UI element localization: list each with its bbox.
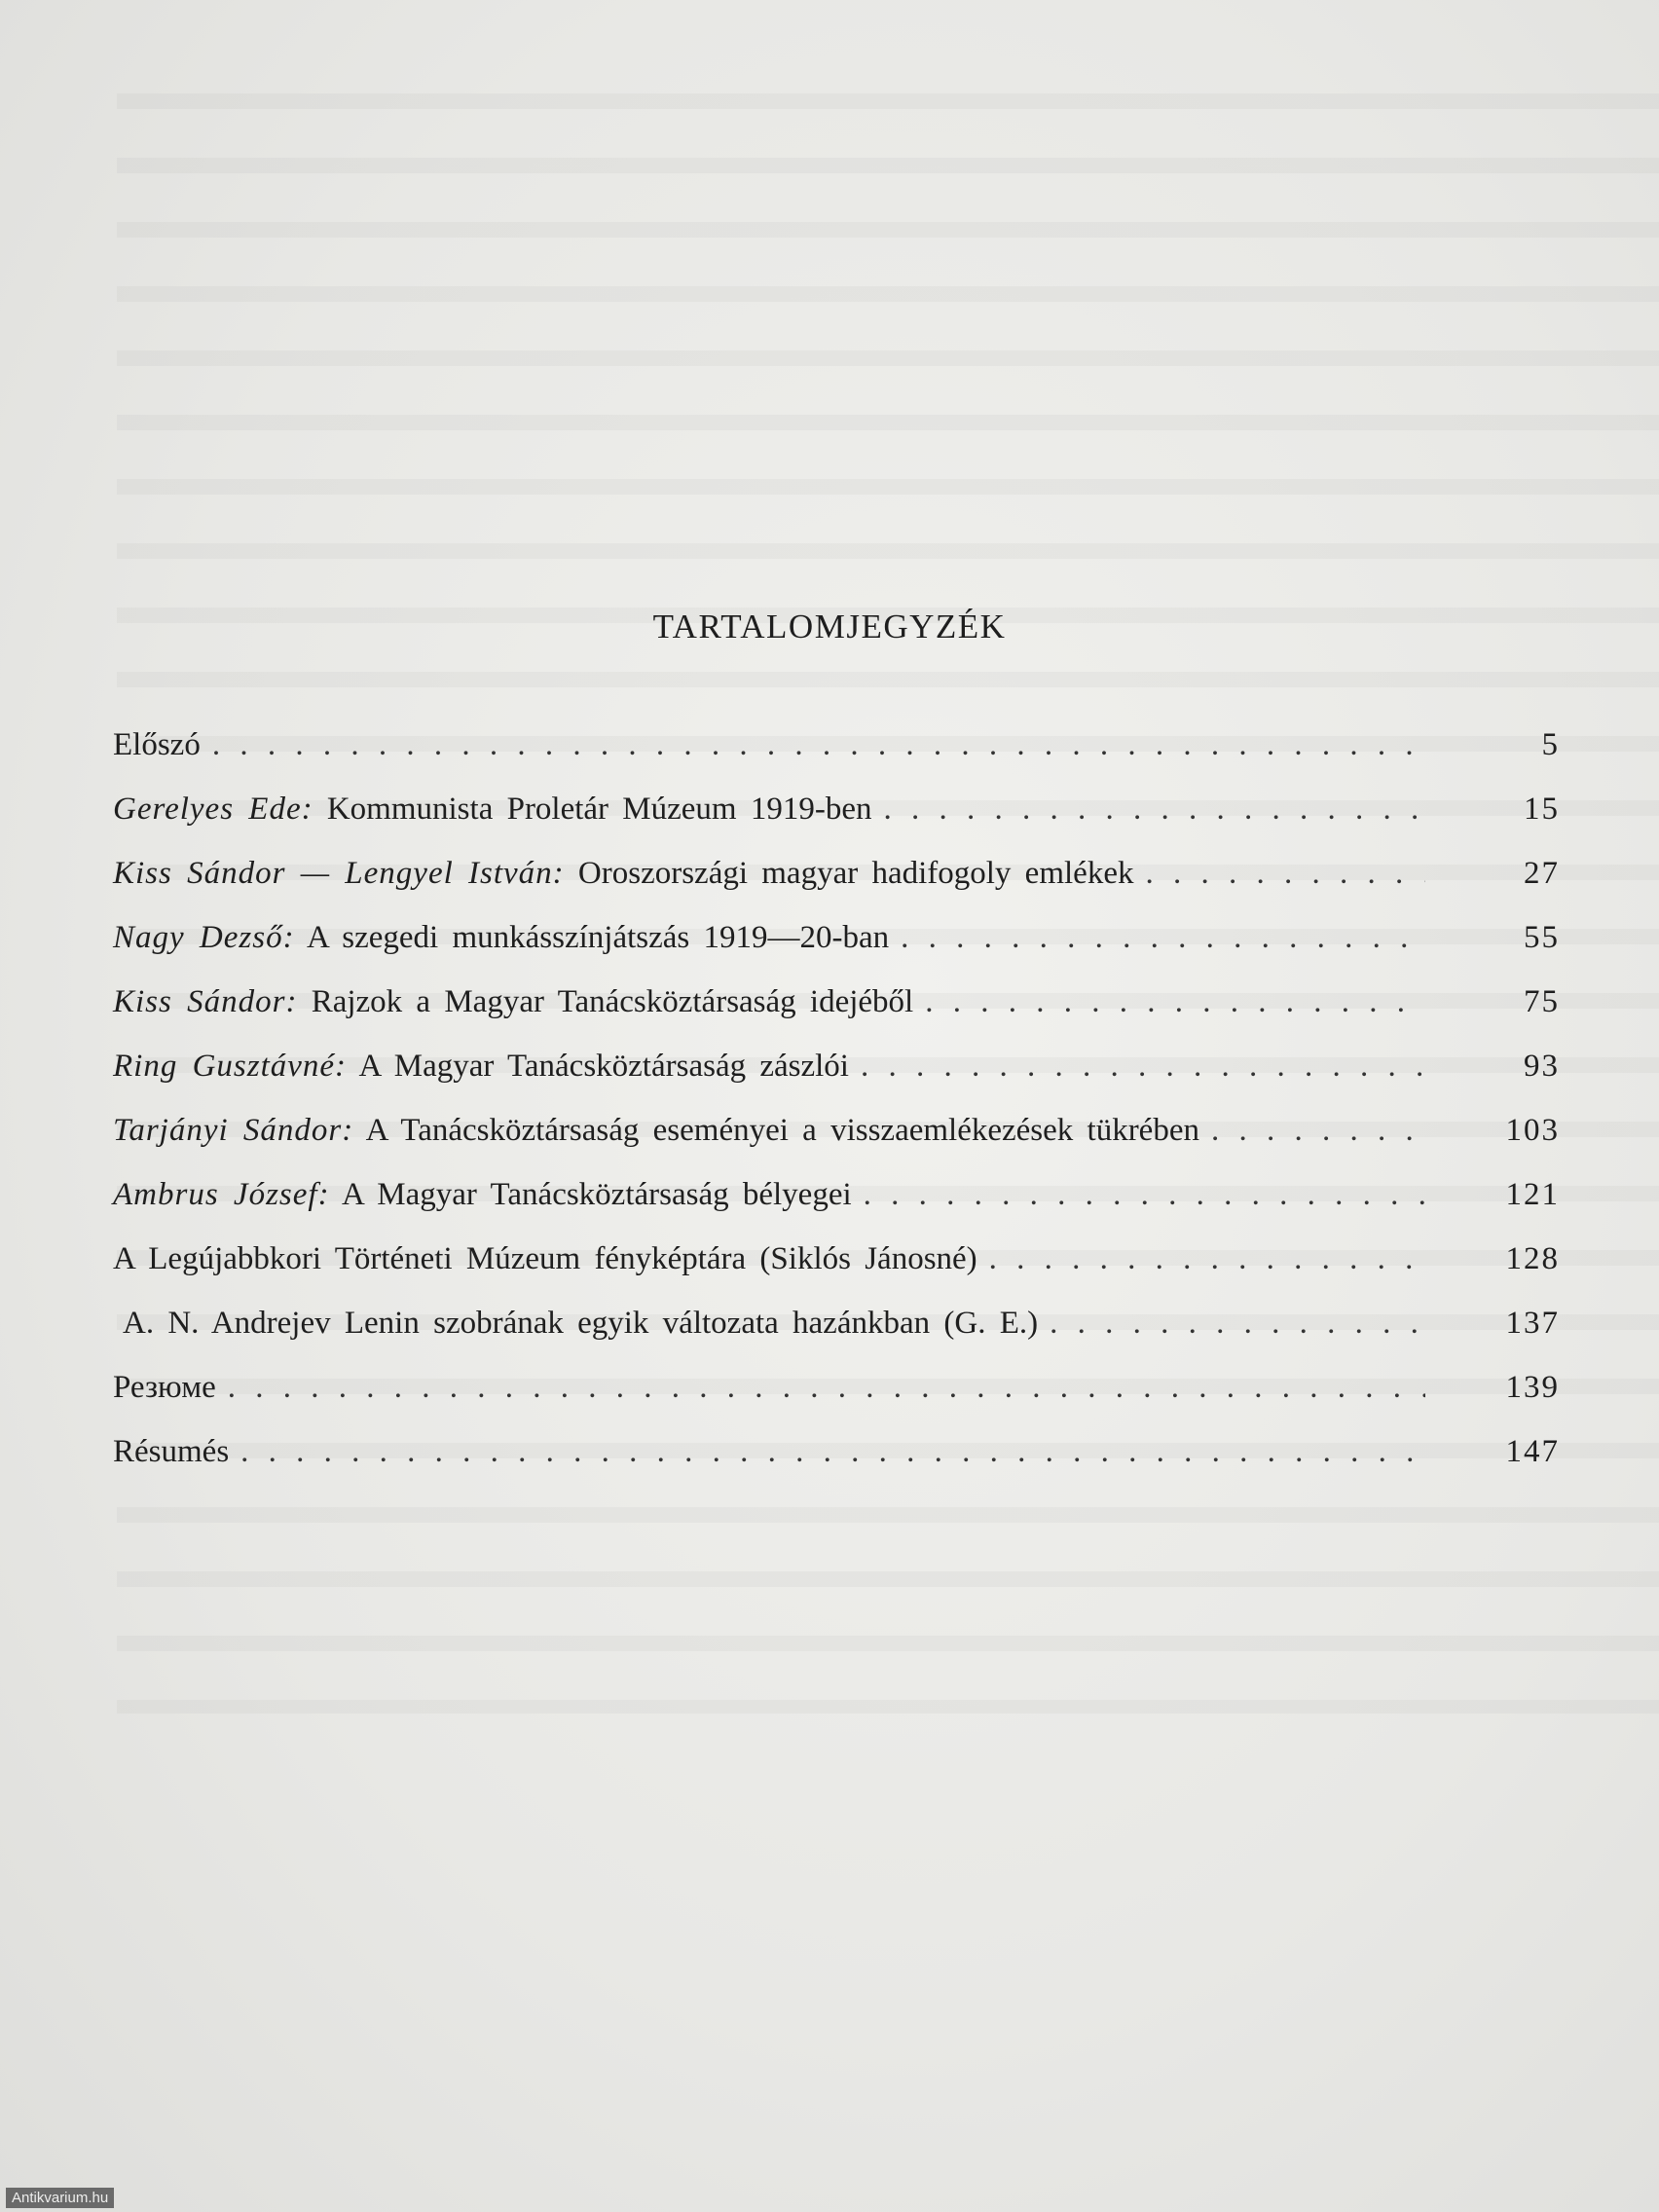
dot-leader xyxy=(861,1034,1425,1098)
entry-title: A Tanácsköztársaság eseményei a visszaemlékezések tükrében xyxy=(365,1113,1199,1148)
entry-page-number: 137 xyxy=(1505,1306,1560,1341)
dot-leader xyxy=(212,713,1425,777)
dot-leader xyxy=(228,1355,1425,1419)
entry-page-number: 55 xyxy=(1524,920,1560,955)
dot-leader xyxy=(864,1162,1425,1227)
toc-entry xyxy=(113,1227,1560,1291)
toc-entry xyxy=(113,841,1560,905)
entry-author: Tarjányi Sándor: xyxy=(113,1113,354,1148)
entry-title: A szegedi munkásszínjátszás 1919—20-ban xyxy=(307,920,890,955)
entry-title: Előszó xyxy=(113,727,201,762)
entry-page-number: 139 xyxy=(1505,1370,1560,1405)
entry-page-number: 128 xyxy=(1505,1241,1560,1276)
entry-title: A. N. Andrejev Lenin szobrának egyik változata hazánkban (G. E.) xyxy=(123,1306,1039,1341)
site-watermark: Antikvarium.hu xyxy=(6,2188,114,2208)
dot-leader xyxy=(1211,1098,1425,1162)
entry-page-number: 93 xyxy=(1524,1049,1560,1084)
entry-title: Rajzok a Magyar Tanácsköztársaság idejéből xyxy=(311,984,914,1019)
toc-entry xyxy=(113,1162,1560,1227)
dot-leader xyxy=(989,1227,1425,1291)
toc-entry xyxy=(113,1419,1560,1484)
toc-entry xyxy=(113,1034,1560,1098)
entry-page-number: 121 xyxy=(1505,1177,1560,1212)
entry-page-number: 147 xyxy=(1505,1434,1560,1469)
entry-page-number: 15 xyxy=(1524,792,1560,827)
entry-author: Gerelyes Ede: xyxy=(113,792,313,827)
entry-title: Резюме xyxy=(113,1370,216,1405)
toc-entry xyxy=(113,713,1560,777)
entry-title: Oroszországi magyar hadifogoly emlékek xyxy=(577,856,1134,891)
entry-page-number: 103 xyxy=(1505,1113,1560,1148)
toc-entry xyxy=(113,1355,1560,1419)
entry-page-number: 5 xyxy=(1541,727,1560,762)
toc-heading: TARTALOMJEGYZÉK xyxy=(652,608,1007,645)
entry-page-number: 75 xyxy=(1524,984,1560,1019)
toc-entry xyxy=(113,1291,1560,1355)
toc-entry xyxy=(113,777,1560,841)
entry-title: A Magyar Tanácsköztársaság bélyegei xyxy=(342,1177,852,1212)
toc-entry xyxy=(113,970,1560,1034)
entry-title: A Magyar Tanácsköztársaság zászlói xyxy=(358,1049,849,1084)
dot-leader xyxy=(1145,841,1425,905)
entry-title: Résumés xyxy=(113,1434,230,1469)
toc-entry xyxy=(113,1098,1560,1162)
table-of-contents xyxy=(113,713,1560,1484)
dot-leader xyxy=(925,970,1425,1034)
entry-author: Nagy Dezső: xyxy=(113,920,295,955)
entry-title: Kommunista Proletár Múzeum 1919-ben xyxy=(326,792,872,827)
entry-title: A Legújabbkori Történeti Múzeum fényképtára (Siklós Jánosné) xyxy=(113,1241,977,1276)
dot-leader xyxy=(884,777,1426,841)
entry-author: Ambrus József: xyxy=(113,1177,330,1212)
entry-author: Ring Gusztávné: xyxy=(113,1049,348,1084)
entry-page-number: 27 xyxy=(1524,856,1560,891)
entry-author: Kiss Sándor — Lengyel István: xyxy=(113,856,565,891)
dot-leader xyxy=(901,905,1425,970)
dot-leader xyxy=(1050,1291,1425,1355)
toc-entry xyxy=(113,905,1560,970)
entry-author: Kiss Sándor: xyxy=(113,984,298,1019)
dot-leader xyxy=(240,1419,1425,1484)
